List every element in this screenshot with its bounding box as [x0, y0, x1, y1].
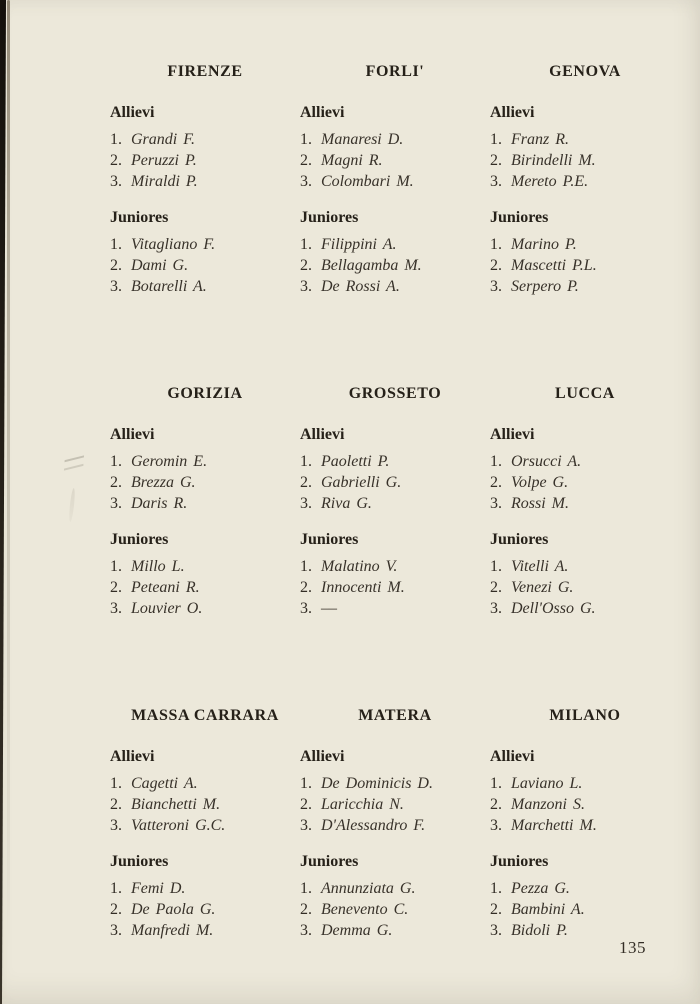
entry-number: 1. — [300, 453, 312, 470]
entry-name: Laricchia N. — [321, 796, 404, 813]
result-entry — [110, 899, 300, 920]
entry-number: 2. — [300, 901, 312, 918]
entry-number: 2. — [300, 796, 312, 813]
entry-name: Manfredi M. — [131, 922, 214, 939]
entry-name: Vatteroni G.C. — [131, 817, 226, 834]
entry-name: Femi D. — [131, 880, 186, 897]
result-entry — [300, 234, 490, 255]
result-entry — [490, 815, 680, 836]
section-title: MILANO — [549, 707, 621, 724]
entry-name: Serpero P. — [511, 278, 579, 295]
result-list-juniores — [490, 878, 680, 941]
entry-name: Brezza G. — [131, 474, 196, 491]
entry-number: 1. — [490, 880, 502, 897]
result-entry — [300, 451, 490, 472]
entry-number: 1. — [110, 558, 122, 575]
entry-name: –– — [321, 600, 337, 617]
entry-name: Peteani R. — [131, 579, 200, 596]
entry-name: Gabrielli G. — [321, 474, 402, 491]
result-entry — [110, 577, 300, 598]
entry-number: 1. — [110, 775, 122, 792]
result-entry — [110, 150, 300, 171]
result-entry — [490, 276, 680, 297]
entry-number: 2. — [490, 796, 502, 813]
entry-number: 3. — [110, 173, 122, 190]
entry-name: Manaresi D. — [321, 131, 404, 148]
result-entry — [110, 129, 300, 150]
result-entry — [300, 276, 490, 297]
result-entry — [490, 451, 680, 472]
entry-name: De Paola G. — [131, 901, 216, 918]
entry-name: Laviano L. — [511, 775, 583, 792]
entry-number: 3. — [300, 817, 312, 834]
results-grid — [110, 63, 680, 941]
entry-name: De Dominicis D. — [321, 775, 433, 792]
entry-number: 2. — [110, 901, 122, 918]
entry-number: 2. — [300, 257, 312, 274]
entry-name: Marchetti M. — [511, 817, 597, 834]
city-section-grosseto — [300, 385, 490, 619]
result-entry — [300, 129, 490, 150]
entry-name: Vitelli A. — [511, 558, 569, 575]
entry-name: Manzoni S. — [511, 796, 585, 813]
result-entry — [110, 794, 300, 815]
result-entry — [490, 234, 680, 255]
entry-name: Bianchetti M. — [131, 796, 221, 813]
result-list-allievi — [300, 451, 490, 514]
entry-name: Benevento C. — [321, 901, 409, 918]
entry-number: 2. — [110, 257, 122, 274]
entry-number: 1. — [490, 775, 502, 792]
result-entry — [110, 276, 300, 297]
result-entry — [490, 878, 680, 899]
entry-number: 3. — [300, 600, 312, 617]
entry-name: Riva G. — [321, 495, 372, 512]
entry-name: Rossi M. — [511, 495, 569, 512]
entry-number: 1. — [110, 236, 122, 253]
result-list-allievi — [300, 773, 490, 836]
entry-name: Paoletti P. — [321, 453, 390, 470]
category-label-juniores: Juniores — [110, 853, 169, 870]
result-entry — [300, 773, 490, 794]
entry-number: 1. — [300, 775, 312, 792]
entry-number: 2. — [490, 901, 502, 918]
section-title: MATERA — [358, 707, 432, 724]
result-entry — [110, 451, 300, 472]
result-entry — [490, 472, 680, 493]
entry-number: 2. — [110, 152, 122, 169]
entry-number: 1. — [300, 558, 312, 575]
result-list-allievi — [490, 773, 680, 836]
city-section-genova — [490, 63, 680, 297]
section-title: FIRENZE — [167, 63, 243, 80]
city-section-lucca — [490, 385, 680, 619]
result-entry — [110, 556, 300, 577]
result-entry — [110, 171, 300, 192]
entry-name: De Rossi A. — [321, 278, 400, 295]
category-label-allievi: Allievi — [490, 104, 535, 121]
entry-number: 3. — [490, 817, 502, 834]
entry-name: Orsucci A. — [511, 453, 582, 470]
result-entry — [300, 150, 490, 171]
book-edge — [0, 0, 6, 1004]
entry-number: 3. — [490, 600, 502, 617]
result-entry — [110, 920, 300, 941]
entry-number: 1. — [300, 236, 312, 253]
entry-number: 1. — [490, 236, 502, 253]
entry-name: Franz R. — [511, 131, 569, 148]
entry-name: Bambini A. — [511, 901, 585, 918]
entry-number: 3. — [110, 922, 122, 939]
result-entry — [490, 794, 680, 815]
result-list-juniores — [110, 878, 300, 941]
category-label-juniores: Juniores — [110, 531, 169, 548]
result-entry — [490, 171, 680, 192]
result-entry — [110, 815, 300, 836]
entry-number: 2. — [300, 579, 312, 596]
result-entry — [300, 171, 490, 192]
category-label-juniores: Juniores — [300, 853, 359, 870]
entry-number: 2. — [490, 474, 502, 491]
category-label-juniores: Juniores — [490, 853, 549, 870]
result-list-allievi — [490, 129, 680, 192]
category-label-allievi: Allievi — [490, 748, 535, 765]
result-entry — [300, 255, 490, 276]
entry-number: 3. — [300, 173, 312, 190]
entry-number: 1. — [490, 131, 502, 148]
entry-name: Marino P. — [511, 236, 577, 253]
city-section-firenze — [110, 63, 300, 297]
category-label-allievi: Allievi — [300, 748, 345, 765]
entry-name: Demma G. — [321, 922, 393, 939]
category-label-allievi: Allievi — [490, 426, 535, 443]
entry-name: Dell'Osso G. — [511, 600, 596, 617]
result-entry — [490, 577, 680, 598]
entry-number: 2. — [110, 474, 122, 491]
category-label-allievi: Allievi — [110, 104, 155, 121]
result-entry — [300, 878, 490, 899]
entry-number: 1. — [300, 131, 312, 148]
result-list-juniores — [300, 234, 490, 297]
entry-name: Venezi G. — [511, 579, 574, 596]
entry-number: 2. — [300, 152, 312, 169]
section-title: GORIZIA — [167, 385, 243, 402]
result-entry — [110, 472, 300, 493]
category-label-juniores: Juniores — [300, 531, 359, 548]
page-fold-shadow — [7, 0, 10, 1004]
page-number: 135 — [619, 938, 646, 957]
entry-name: Vitagliano F. — [131, 236, 216, 253]
entry-name: Geromin E. — [131, 453, 208, 470]
result-list-juniores — [490, 556, 680, 619]
entry-name: Mereto P.E. — [511, 173, 589, 190]
result-list-juniores — [110, 556, 300, 619]
city-section-matera — [300, 707, 490, 941]
section-title: MASSA CARRARA — [131, 707, 279, 724]
section-title: GENOVA — [549, 63, 621, 80]
result-list-juniores — [300, 556, 490, 619]
entry-name: Bidoli P. — [511, 922, 568, 939]
entry-number: 3. — [490, 922, 502, 939]
result-entry — [490, 255, 680, 276]
result-entry — [300, 899, 490, 920]
result-list-allievi — [110, 773, 300, 836]
entry-number: 3. — [490, 278, 502, 295]
result-entry — [300, 794, 490, 815]
result-entry — [300, 815, 490, 836]
result-entry — [110, 773, 300, 794]
pencil-mark — [68, 488, 76, 522]
entry-name: Grandi F. — [131, 131, 195, 148]
result-entry — [110, 493, 300, 514]
entry-number: 2. — [490, 257, 502, 274]
entry-number: 3. — [110, 817, 122, 834]
result-list-juniores — [300, 878, 490, 941]
result-entry — [110, 878, 300, 899]
result-list-allievi — [490, 451, 680, 514]
result-entry — [490, 920, 680, 941]
entry-name: Mascetti P.L. — [511, 257, 597, 274]
category-label-allievi: Allievi — [110, 748, 155, 765]
entry-name: Louvier O. — [131, 600, 203, 617]
result-list-allievi — [110, 451, 300, 514]
result-entry — [300, 493, 490, 514]
result-list-juniores — [110, 234, 300, 297]
category-label-juniores: Juniores — [110, 209, 169, 226]
result-entry — [110, 255, 300, 276]
entry-number: 2. — [110, 796, 122, 813]
category-label-allievi: Allievi — [110, 426, 155, 443]
result-list-allievi — [110, 129, 300, 192]
city-section-forli — [300, 63, 490, 297]
entry-name: Malatino V. — [321, 558, 398, 575]
entry-number: 3. — [300, 922, 312, 939]
result-entry — [490, 773, 680, 794]
entry-number: 1. — [110, 453, 122, 470]
result-list-allievi — [300, 129, 490, 192]
result-list-juniores — [490, 234, 680, 297]
category-label-juniores: Juniores — [490, 209, 549, 226]
entry-name: Filippini A. — [321, 236, 397, 253]
entry-number: 2. — [110, 579, 122, 596]
result-entry — [490, 899, 680, 920]
entry-number: 1. — [490, 453, 502, 470]
entry-name: Peruzzi P. — [131, 152, 197, 169]
result-entry — [300, 577, 490, 598]
result-entry — [300, 472, 490, 493]
entry-number: 3. — [300, 278, 312, 295]
entry-name: Dami G. — [131, 257, 189, 274]
entry-number: 2. — [490, 152, 502, 169]
result-entry — [300, 598, 490, 619]
entry-name: Magni R. — [321, 152, 383, 169]
category-label-juniores: Juniores — [300, 209, 359, 226]
entry-number: 3. — [490, 173, 502, 190]
result-entry — [490, 150, 680, 171]
entry-number: 3. — [490, 495, 502, 512]
entry-number: 3. — [110, 278, 122, 295]
result-entry — [490, 493, 680, 514]
entry-number: 1. — [300, 880, 312, 897]
result-entry — [300, 556, 490, 577]
section-title: FORLI' — [365, 63, 425, 80]
entry-name: D'Alessandro F. — [321, 817, 426, 834]
entry-number: 3. — [110, 495, 122, 512]
result-entry — [490, 598, 680, 619]
result-entry — [110, 234, 300, 255]
result-entry — [490, 556, 680, 577]
section-title: GROSSETO — [348, 385, 442, 402]
entry-name: Botarelli A. — [131, 278, 207, 295]
entry-number: 2. — [490, 579, 502, 596]
section-title: LUCCA — [555, 385, 615, 402]
entry-name: Colombari M. — [321, 173, 414, 190]
entry-number: 3. — [300, 495, 312, 512]
pencil-mark — [64, 455, 84, 470]
entry-number: 1. — [490, 558, 502, 575]
entry-name: Birindelli M. — [511, 152, 596, 169]
result-entry — [110, 598, 300, 619]
city-section-milano — [490, 707, 680, 941]
entry-number: 3. — [110, 600, 122, 617]
result-entry — [490, 129, 680, 150]
entry-number: 1. — [110, 880, 122, 897]
entry-name: Volpe G. — [511, 474, 569, 491]
city-section-massa-carrara — [110, 707, 300, 941]
result-entry — [300, 920, 490, 941]
entry-name: Millo L. — [131, 558, 185, 575]
entry-number: 1. — [110, 131, 122, 148]
category-label-allievi: Allievi — [300, 426, 345, 443]
entry-name: Cagetti A. — [131, 775, 198, 792]
city-section-gorizia — [110, 385, 300, 619]
entry-name: Daris R. — [131, 495, 188, 512]
entry-name: Pezza G. — [511, 880, 570, 897]
entry-name: Annunziata G. — [321, 880, 416, 897]
entry-number: 2. — [300, 474, 312, 491]
entry-name: Bellagamba M. — [321, 257, 422, 274]
category-label-allievi: Allievi — [300, 104, 345, 121]
entry-name: Innocenti M. — [321, 579, 405, 596]
entry-name: Miraldi P. — [131, 173, 198, 190]
category-label-juniores: Juniores — [490, 531, 549, 548]
